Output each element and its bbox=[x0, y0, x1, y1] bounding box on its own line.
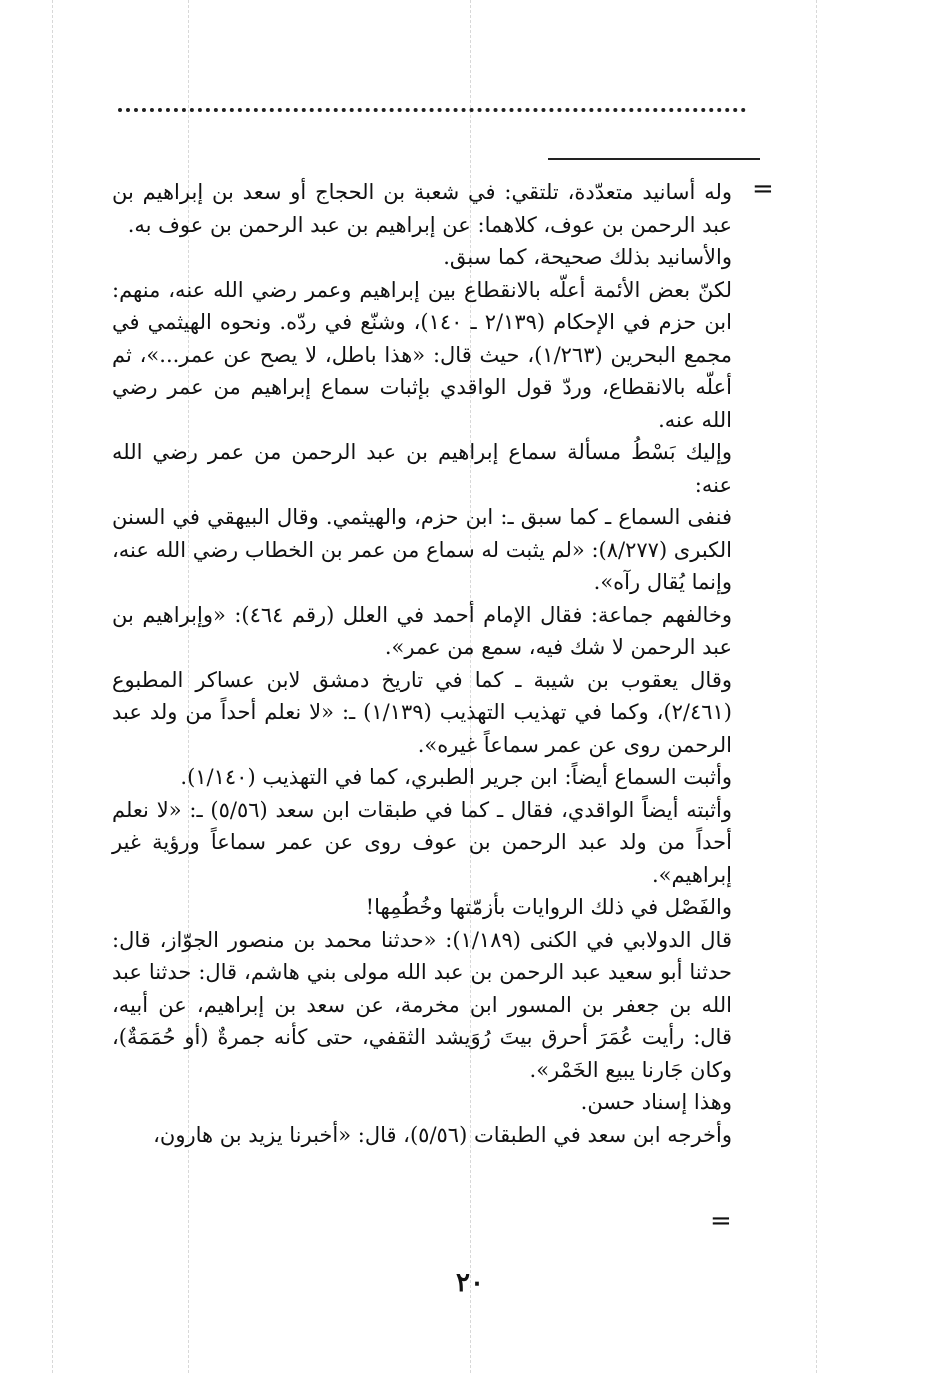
footnote-paragraph: وخالفهم جماعة: فقال الإمام أحمد في العلل (رقم ٤٦٤): «وإبراهيم بن عبد الرحمن لا شك فيه، سمع من عمر». bbox=[112, 602, 732, 659]
scan-artifact-line bbox=[52, 0, 53, 1373]
page-number: ٢٠ bbox=[456, 1268, 484, 1298]
footnote-paragraph: لكنّ بعض الأئمة أعلّه بالانقطاع بين إبراهيم وعمر رضي الله عنه، منهم: ابن حزم في الإحكام (٢/١٣٩ ـ ١٤٠)، وشنّع في ردّه. ونحوه الهيثمي في مجمع البحرين (١/٢٦٣)، حيث قال: «هذا باطل، لا يصح عن عمر...»، ثم أعلّه بالانقطاع، وردّ قول الواقدي بإثبات سماع إبراهيم من عمر رضي الله عنه. bbox=[112, 277, 732, 432]
footnote-paragraph: وإليك بَسْطُ مسألة سماع إبراهيم بن عبد الرحمن من عمر رضي الله عنه: bbox=[112, 440, 732, 497]
footnote-paragraph: وقال يعقوب بن شيبة ـ كما في تاريخ دمشق لابن عساكر المطبوع (٢/٤٦١)، وكما في تهذيب التهذيب (١/١٣٩) ـ: «لا نعلم أحداً من ولد عبد الرحمن روى عن عمر سماعاً غيره». bbox=[112, 667, 732, 757]
footnote-text bbox=[112, 176, 732, 1151]
footnote-paragraph: والفَصْل في ذلك الروايات بأزمّتها وخُطُمِها! bbox=[365, 895, 732, 919]
footnote-paragraph: وأخرجه ابن سعد في الطبقات (٥/٥٦)، قال: «أخبرنا يزيد بن هارون، bbox=[153, 1122, 732, 1147]
footnote-paragraph: والأسانيد بذلك صحيحة، كما سبق. bbox=[443, 245, 732, 269]
footnote-paragraph: وهذا إسناد حسن. bbox=[580, 1090, 732, 1114]
continuation-mark-start: = bbox=[752, 174, 774, 204]
footnote-paragraph: فنفى السماع ـ كما سبق ـ: ابن حزم، والهيثمي. وقال البيهقي في السنن الكبرى (٨/٢٧٧): «لم يثبت له سماع من عمر بن الخطاب رضي الله عنه، وإنما يُقال رآه». bbox=[112, 505, 732, 594]
scan-artifact-line bbox=[816, 0, 817, 1373]
dotted-separator bbox=[118, 108, 746, 112]
footnote-paragraph: قال الدولابي في الكنى (١/١٨٩): «حدثنا محمد بن منصور الجوّاز، قال: حدثنا أبو سعيد عبد الرحمن بن عبد الله مولى بني هاشم، قال: حدثنا عبد الله بن جعفر بن المسور ابن مخرمة، عن سعد بن إبراهيم، عن أبيه، قال: رأيت عُمَرَ أحرق بيتَ رُوَيشد الثقفي، حتى كأنه جمرةٌ (أو حُمَمَةٌ)، وكان جَارنا يبيع الخَمْر». bbox=[112, 927, 732, 1082]
continuation-mark-end: = bbox=[710, 1206, 732, 1236]
footnote-paragraph: وأثبت السماع أيضاً: ابن جرير الطبري، كما في التهذيب (١/١٤٠). bbox=[180, 765, 732, 789]
footnote-paragraph: وله أسانيد متعدّدة، تلتقي: في شعبة بن الحجاج أو سعد بن إبراهيم بن عبد الرحمن بن عوف، كلاهما: عن إبراهيم بن عبد الرحمن بن عوف به. bbox=[112, 180, 732, 237]
footnote-paragraph: وأثبته أيضاً الواقدي، فقال ـ كما في طبقات ابن سعد (٥/٥٦) ـ: «لا نعلم أحداً من ولد عبد الرحمن بن عوف روى عن عمر سماعاً ورؤية غير إبراهيم». bbox=[112, 797, 732, 887]
footnote-separator bbox=[548, 158, 760, 160]
